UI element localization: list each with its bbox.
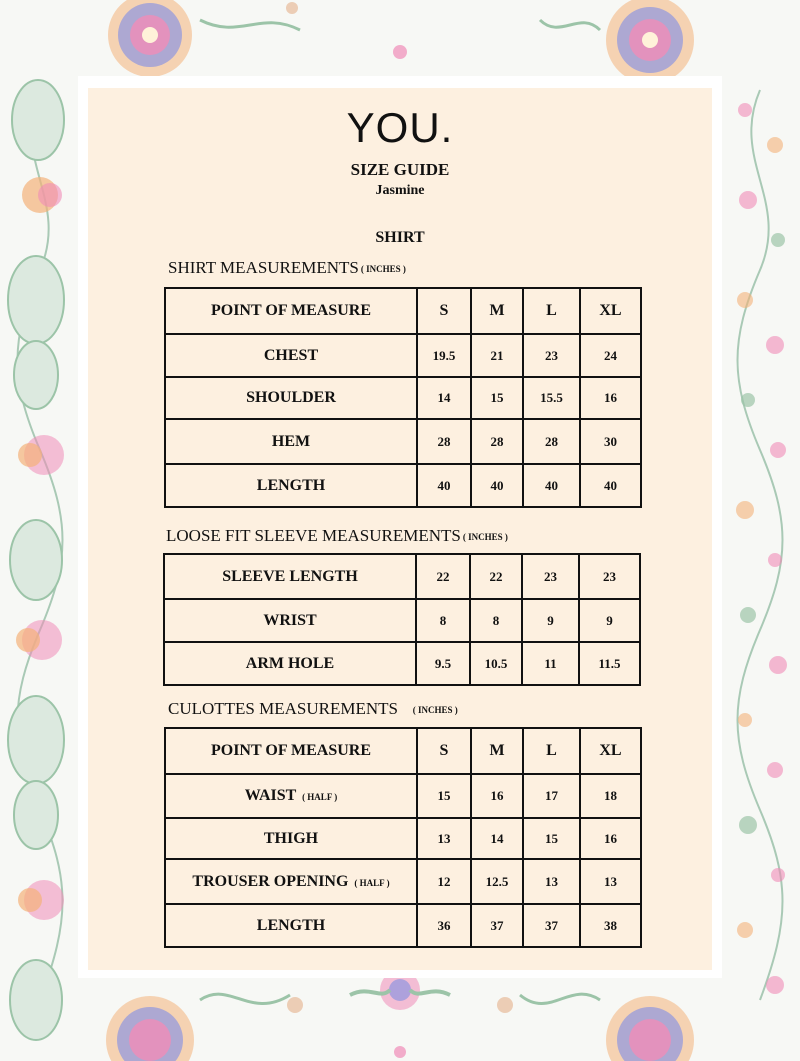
shirt-caption-unit: ( INCHES ) <box>360 264 406 274</box>
table-cell: 23 <box>522 554 579 599</box>
table-cell: 13 <box>580 859 641 904</box>
sleeve-measurements-caption <box>166 526 508 546</box>
table-row <box>165 774 641 818</box>
culottes-caption-unit: ( INCHES ) <box>412 705 458 715</box>
header-cell: POINT OF MEASURE <box>165 288 417 334</box>
table-cell: 36 <box>417 904 471 947</box>
header-cell: POINT OF MEASURE <box>165 728 417 774</box>
table-cell: 14 <box>471 818 523 859</box>
header-cell: M <box>471 288 523 334</box>
table-cell: 24 <box>580 334 641 377</box>
row-label: SLEEVE LENGTH <box>164 554 416 599</box>
header-cell: L <box>523 728 580 774</box>
table-cell: 23 <box>523 334 580 377</box>
table-cell: 40 <box>523 464 580 507</box>
table-cell: 13 <box>523 859 580 904</box>
table-cell: 28 <box>471 419 523 464</box>
table-cell: 15 <box>471 377 523 419</box>
table-cell: 11 <box>522 642 579 685</box>
table-row <box>164 554 640 599</box>
table-cell: 37 <box>523 904 580 947</box>
table-cell: 40 <box>471 464 523 507</box>
table-cell: 23 <box>579 554 640 599</box>
section-title: SHIRT <box>375 229 425 246</box>
table-cell: 14 <box>417 377 471 419</box>
table-row <box>165 859 641 904</box>
table-cell: 40 <box>580 464 641 507</box>
header-cell: L <box>523 288 580 334</box>
table-cell: 18 <box>580 774 641 818</box>
header-cell: S <box>417 728 471 774</box>
table-cell: 16 <box>580 818 641 859</box>
table-row <box>164 599 640 642</box>
table-header-row <box>165 288 641 334</box>
header-cell: XL <box>580 728 641 774</box>
row-label <box>165 904 417 947</box>
table-cell: 15 <box>417 774 471 818</box>
table-cell: 28 <box>523 419 580 464</box>
row-label-text: TROUSER OPENING <box>192 872 349 890</box>
row-label: LENGTH <box>165 464 417 507</box>
table-cell: 11.5 <box>579 642 640 685</box>
table-cell: 8 <box>470 599 522 642</box>
table-cell: 10.5 <box>470 642 522 685</box>
shirt-caption-text: SHIRT MEASUREMENTS <box>168 258 359 277</box>
table-cell: 16 <box>580 377 641 419</box>
table-cell: 38 <box>580 904 641 947</box>
row-label-note: ( HALF ) <box>354 877 390 888</box>
table-cell: 40 <box>417 464 471 507</box>
table-row <box>165 904 641 947</box>
table-row <box>164 642 640 685</box>
table-row <box>165 464 641 507</box>
sleeve-measurements-table <box>163 553 641 686</box>
table-cell: 22 <box>416 554 470 599</box>
table-header-row <box>165 728 641 774</box>
shirt-measurements-caption <box>168 258 406 278</box>
shirt-measurements-table <box>164 287 642 508</box>
table-row <box>165 377 641 419</box>
table-cell: 9 <box>522 599 579 642</box>
header-cell: M <box>471 728 523 774</box>
row-label <box>165 859 417 904</box>
row-label: HEM <box>165 419 417 464</box>
table-cell: 9 <box>579 599 640 642</box>
table-cell: 22 <box>470 554 522 599</box>
culottes-measurements-caption <box>168 699 458 719</box>
table-cell: 9.5 <box>416 642 470 685</box>
table-row <box>165 419 641 464</box>
table-cell: 28 <box>417 419 471 464</box>
row-label-text: WAIST <box>244 787 297 804</box>
table-cell: 15.5 <box>523 377 580 419</box>
row-label: SHOULDER <box>165 377 417 419</box>
table-cell: 12.5 <box>471 859 523 904</box>
table-cell: 13 <box>417 818 471 859</box>
row-label: CHEST <box>165 334 417 377</box>
sleeve-caption-text: LOOSE FIT SLEEVE MEASUREMENTS <box>166 526 461 545</box>
row-label: WRIST <box>164 599 416 642</box>
sleeve-caption-unit: ( INCHES ) <box>462 532 508 542</box>
row-label <box>165 818 417 859</box>
row-label-text: LENGTH <box>256 916 326 934</box>
table-cell: 8 <box>416 599 470 642</box>
culottes-measurements-table <box>164 727 642 948</box>
table-cell: 12 <box>417 859 471 904</box>
table-row <box>165 818 641 859</box>
header-cell: S <box>417 288 471 334</box>
row-label-note: ( HALF ) <box>302 792 338 802</box>
brand-logo: YOU. <box>346 104 454 151</box>
row-label: ARM HOLE <box>164 642 416 685</box>
table-cell: 19.5 <box>417 334 471 377</box>
culottes-caption-text: CULOTTES MEASUREMENTS <box>168 699 398 718</box>
guide-title: SIZE GUIDE <box>350 160 450 179</box>
table-cell: 16 <box>471 774 523 818</box>
table-cell: 21 <box>471 334 523 377</box>
table-row <box>165 334 641 377</box>
table-cell: 15 <box>523 818 580 859</box>
row-label <box>165 774 417 818</box>
table-cell: 17 <box>523 774 580 818</box>
table-cell: 30 <box>580 419 641 464</box>
header-cell: XL <box>580 288 641 334</box>
row-label-text: THIGH <box>263 829 319 847</box>
table-cell: 37 <box>471 904 523 947</box>
product-name: Jasmine <box>375 183 425 198</box>
